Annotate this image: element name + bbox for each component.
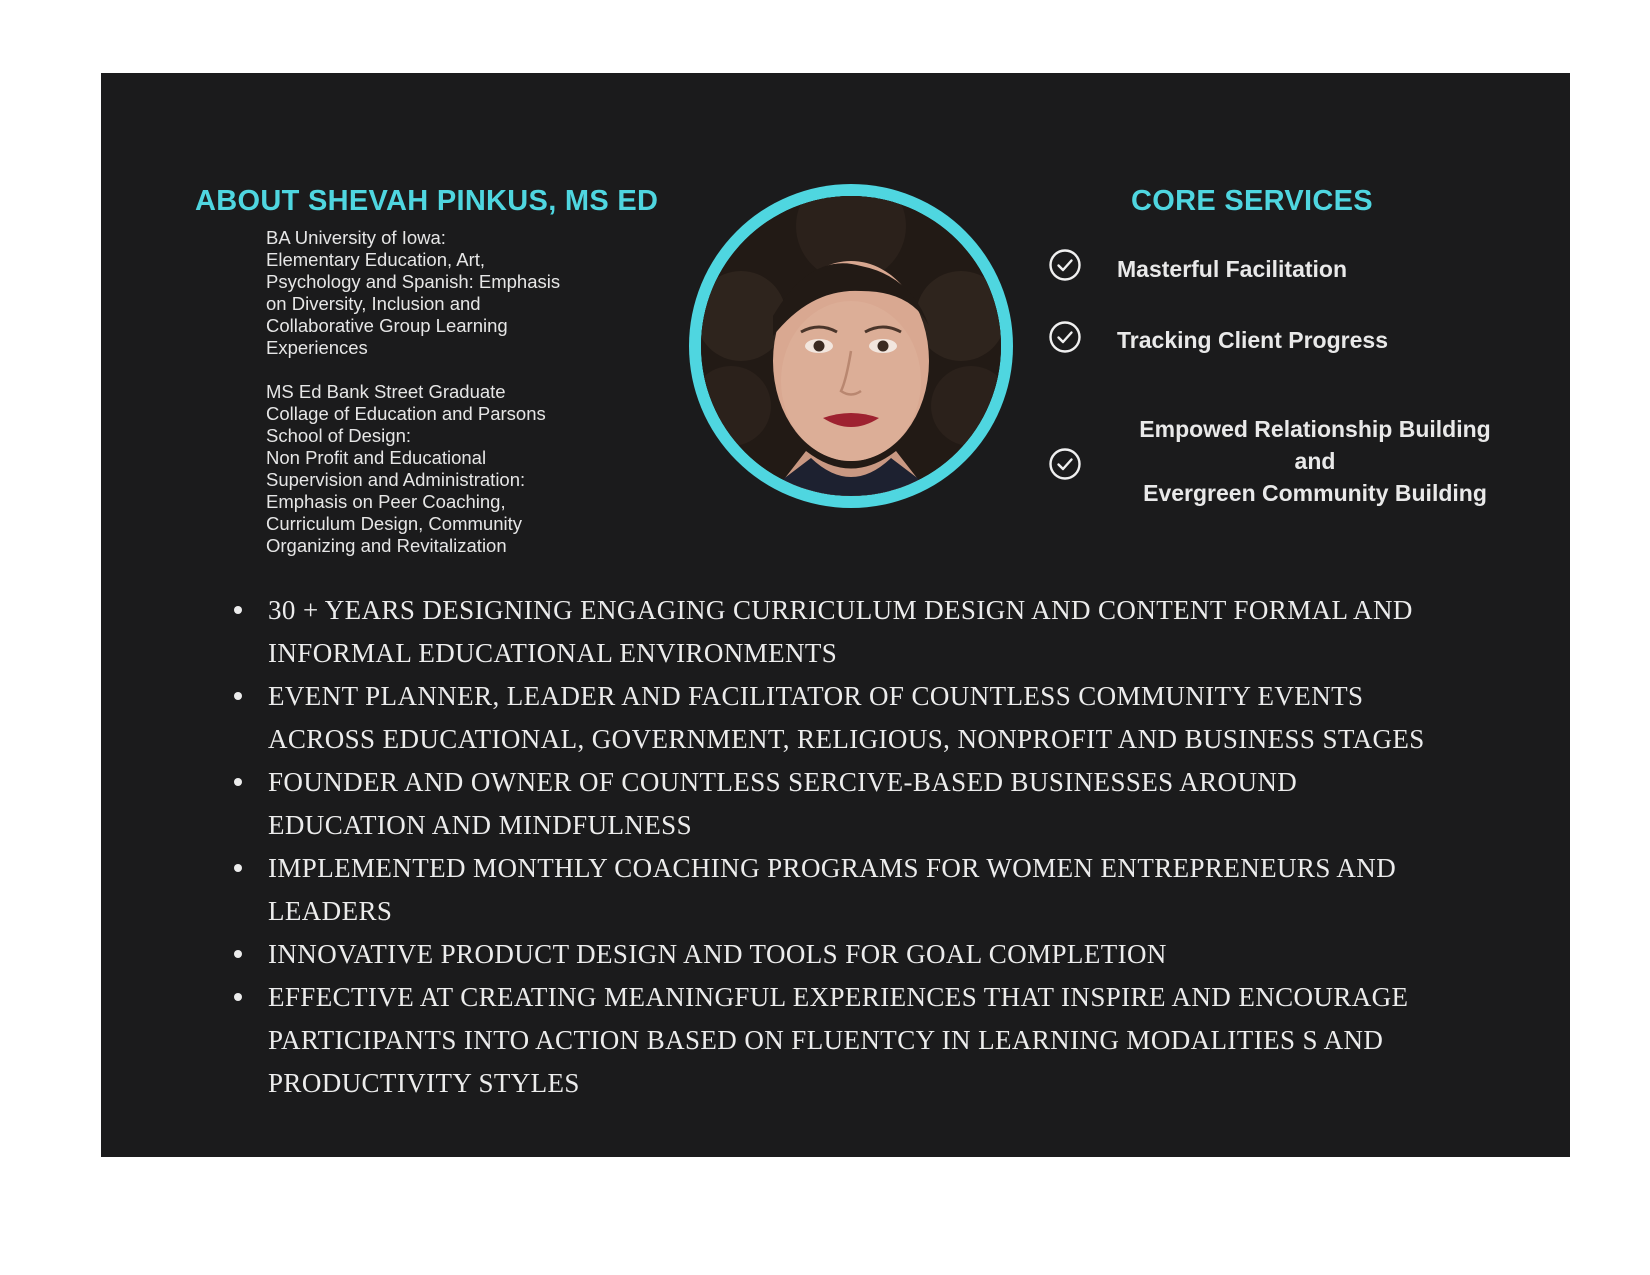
bullet-icon (234, 950, 242, 958)
bullet-icon (234, 993, 242, 1001)
profile-panel (101, 73, 1570, 1157)
bullet-icon (234, 606, 242, 614)
service-relationship-community-building: Empowed Relationship Building and Evergreen Community Building (1139, 416, 1491, 506)
core-services-heading: CORE SERVICES (1131, 185, 1373, 217)
education-ms: MS Ed Bank Street Graduate Collage of Education and Parsons School of Design: Non Profit and Educational Supervision and Administration: Emphasis on Peer Coaching, Curriculum Design, Community Organizing and Revitalization (266, 381, 546, 556)
check-circle-icon (1048, 320, 1082, 354)
list-item: EFFECTIVE AT CREATING MEANINGFUL EXPERIENCES THAT INSPIRE AND ENCOURAGE PARTICIPANTS INTO ACTION BASED ON FLUENTCY IN LEARNING MODALITIES S AND PRODUCTIVITY STYLES (231, 976, 1451, 1105)
list-item: 30 + YEARS DESIGNING ENGAGING CURRICULUM DESIGN AND CONTENT FORMAL AND INFORMAL EDUCATIONAL ENVIRONMENTS (231, 589, 1451, 675)
check-circle-icon (1048, 248, 1082, 282)
service-tracking-client-progress: Tracking Client Progress (1117, 327, 1388, 353)
highlights-list (231, 589, 1451, 1105)
portrait-frame (689, 184, 1013, 508)
portrait-photo (701, 196, 1001, 496)
bullet-icon (234, 778, 242, 786)
list-item: IMPLEMENTED MONTHLY COACHING PROGRAMS FOR WOMEN ENTREPRENEURS AND LEADERS (231, 847, 1451, 933)
list-item: EVENT PLANNER, LEADER AND FACILITATOR OF COUNTLESS COMMUNITY EVENTS ACROSS EDUCATIONAL, GOVERNMENT, RELIGIOUS, NONPROFIT AND BUSINESS STAGES (231, 675, 1451, 761)
list-item: FOUNDER AND OWNER OF COUNTLESS SERCIVE-BASED BUSINESSES AROUND EDUCATION AND MINDFULNESS (231, 761, 1451, 847)
bullet-icon (234, 692, 242, 700)
about-heading: ABOUT SHEVAH PINKUS, MS ED (195, 185, 659, 217)
bullet-icon (234, 864, 242, 872)
education-ba: BA University of Iowa: Elementary Education, Art, Psychology and Spanish: Emphasis on Diversity, Inclusion and Collaborative Group Learning Experiences (266, 227, 561, 358)
list-item: INNOVATIVE PRODUCT DESIGN AND TOOLS FOR GOAL COMPLETION (231, 933, 1451, 976)
service-masterful-facilitation: Masterful Facilitation (1117, 256, 1348, 282)
check-circle-icon (1048, 447, 1082, 481)
